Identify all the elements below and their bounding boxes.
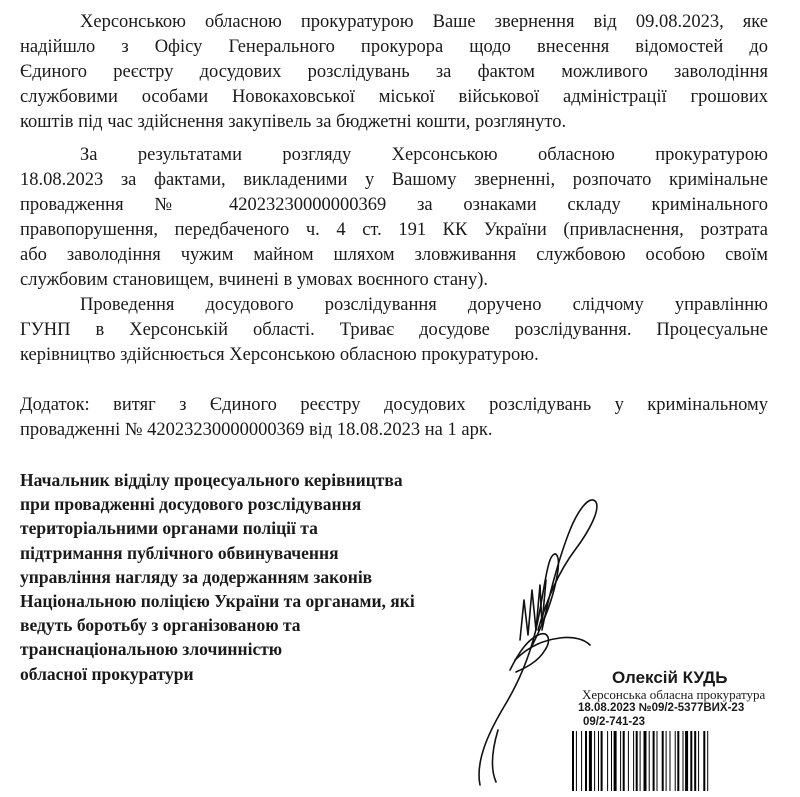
barcode-bar (670, 731, 671, 791)
paragraph-1 (20, 10, 768, 135)
barcode-bar (620, 731, 621, 791)
barcode-bar (581, 731, 582, 791)
barcode-bar (666, 731, 667, 791)
text-line: провадженні № 42023230000000369 від 18.08.2023 на 1 арк. (20, 420, 493, 440)
barcode-bar (636, 731, 638, 791)
signatory-name: Олексій КУДЬ (612, 668, 728, 687)
paragraph-2 (20, 143, 768, 293)
text-line: керівництво здійснюється Херсонською обласною прокуратурою. (20, 345, 539, 365)
barcode-bar (703, 731, 705, 791)
barcode-bar (576, 731, 577, 791)
text-line: коштів під час здійснення закупівель за бюджетні кошти, розглянуто. (20, 112, 567, 132)
position-line: територіальними органами поліції та (20, 518, 318, 539)
barcode-bar (677, 731, 679, 791)
text-line: За результатами розгляду Херсонською обласною прокуратурою (80, 145, 768, 165)
signatory-position (20, 468, 415, 686)
text-line: службовим становищем, вчинені в умовах воєнного стану). (20, 270, 488, 290)
barcode-bar (644, 731, 647, 791)
barcode-bar (572, 731, 574, 791)
text-line: правопорушення, передбаченого ч. 4 ст. 191 КК України (привласнення, розтрата (20, 220, 768, 240)
barcode-bar (690, 731, 692, 791)
barcode-bar (614, 731, 617, 791)
barcode-bar (694, 731, 696, 791)
barcode-bar (623, 731, 625, 791)
barcode-bar (598, 731, 599, 791)
text-line: ГУНП в Херсонській області. Триває досудове розслідування. Процесуальне (20, 320, 768, 340)
barcode-bar (649, 731, 650, 791)
position-line: підтримання публічного обвинувачення (20, 542, 339, 563)
barcode-bar (607, 731, 608, 791)
barcode-bar (657, 731, 658, 791)
barcode-bar (594, 731, 595, 791)
text-line: Додаток: витяг з Єдиного реєстру досудових розслідувань у кримінальному (20, 395, 768, 415)
stamp-registration-number: 18.08.2023 №09/2-5377ВИХ-23 (578, 702, 745, 714)
position-line: Начальник відділу процесуального керівництва (20, 470, 403, 490)
barcode-bar (640, 731, 641, 791)
stamp-office-name: Херсонська обласна прокуратура (582, 687, 766, 702)
position-line: ведуть боротьбу з організованою та (20, 615, 301, 636)
text-line: 18.08.2023 за фактами, викладеними у Вашому зверненні, розпочато кримінальне (20, 170, 768, 190)
text-line: Проведення досудового розслідування доручено слідчому управлінню (80, 295, 768, 315)
attachment-note (20, 393, 768, 443)
position-line: управління нагляду за додержанням законів (20, 566, 373, 587)
barcode-bar (633, 731, 634, 791)
stamp-registration-code: 09/2-741-23 (583, 716, 646, 728)
paragraph-3 (20, 293, 768, 368)
barcode-bar (698, 731, 699, 791)
position-line: при провадженні досудового розслідування (20, 494, 362, 515)
barcode (570, 731, 778, 791)
position-line: обласної прокуратури (20, 663, 194, 684)
text-line: надійшло з Офісу Генерального прокурора щодо внесення відомостей до (20, 37, 768, 57)
text-line: провадження № 42023230000000369 за ознаками складу кримінального (20, 195, 768, 215)
barcode-bar (601, 731, 603, 791)
barcode-bar (653, 731, 655, 791)
barcode-bar (675, 731, 676, 791)
text-line: службовими особами Новокаховської міської військової адміністрації грошових (20, 87, 768, 107)
barcode-bar (628, 731, 629, 791)
barcode-bar (585, 731, 587, 791)
position-line: транснаціональною злочинністю (20, 639, 283, 660)
text-line: Херсонською обласною прокуратурою Ваше звернення від 09.08.2023, яке (80, 12, 768, 32)
barcode-bar (589, 731, 592, 791)
barcode-bar (662, 731, 664, 791)
text-line: або заволодіння чужим майном шляхом зловживання службовою особою своїм (20, 245, 768, 265)
barcode-bar (611, 731, 612, 791)
barcode-bar (683, 731, 684, 791)
barcode-bar (707, 731, 708, 791)
position-line: Національною поліцією України та органами, які (20, 591, 415, 612)
text-line: Єдиного реєстру досудових розслідувань за фактом можливого заволодіння (20, 62, 768, 82)
barcode-bar (685, 731, 688, 791)
